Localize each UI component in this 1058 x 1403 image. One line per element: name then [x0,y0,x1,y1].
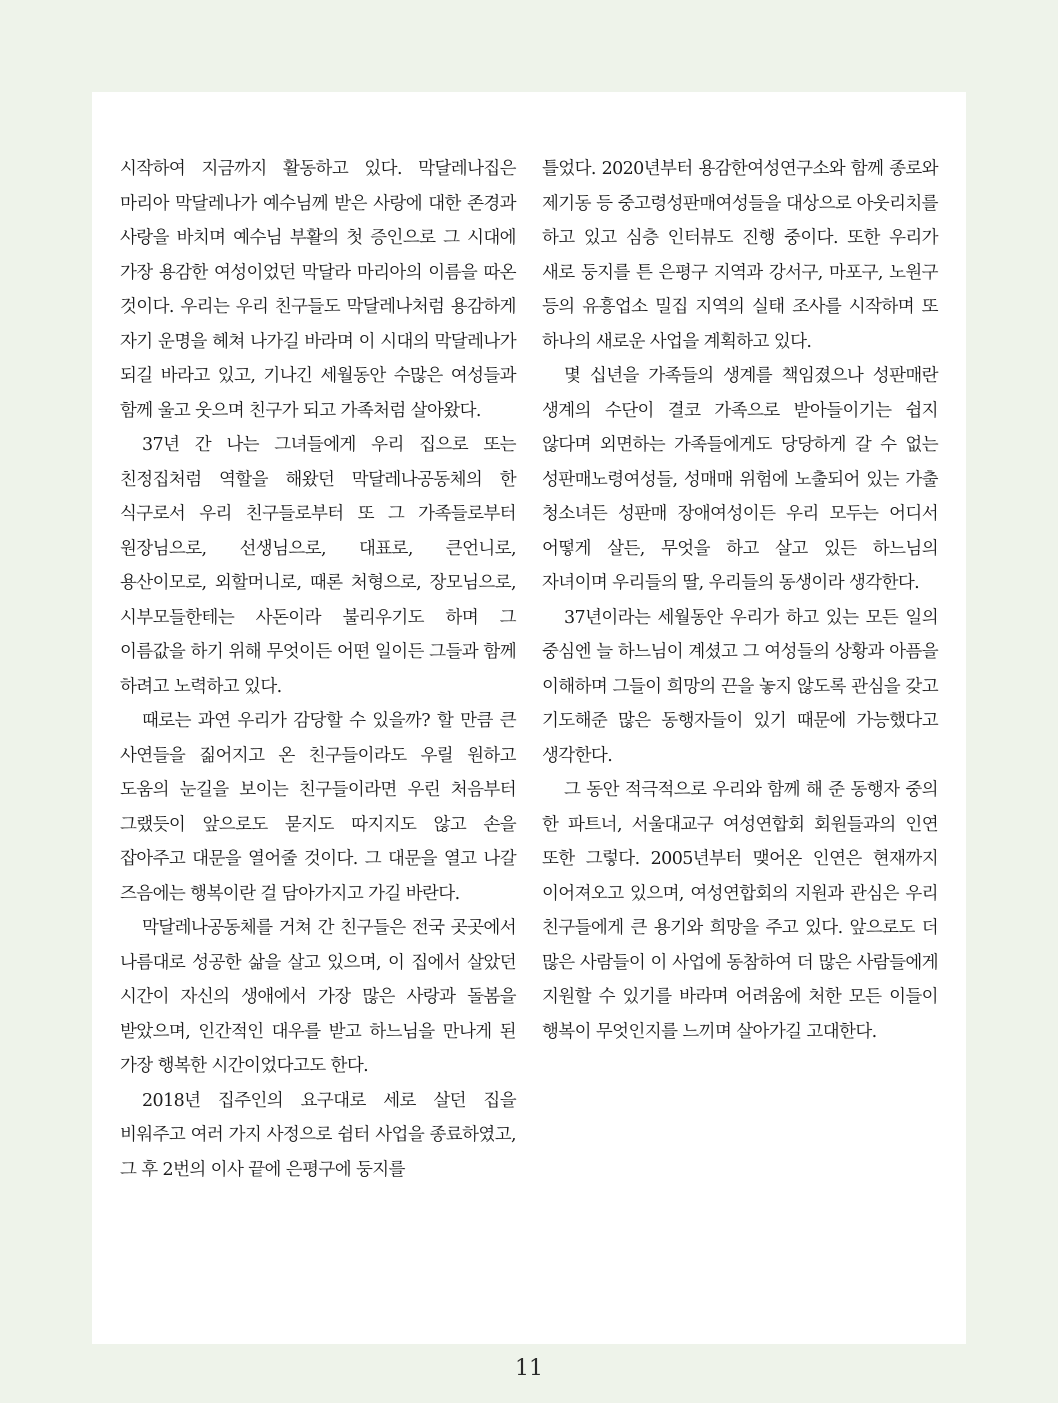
paragraph: 틀었다. 2020년부터 용감한여성연구소와 함께 종로와 제기동 등 중고령성판매여성들을 대상으로 아웃리치를 하고 있고 심층 인터뷰도 진행 중이다. 또한 우리가 새로 둥지를 튼 은평구 지역과 강서구, 마포구, 노원구 등의 유흥업소 밀집 지역의 실태 조사를 시작하며 또 하나의 새로운 사업을 계획하고 있다. [542,159,938,352]
page-sheet [92,92,966,1344]
paragraph: 2018년 집주인의 요구대로 세로 살던 집을 비워주고 여러 가지 사정으로 쉼터 사업을 종료하였고, 그 후 2번의 이사 끝에 은평구에 둥지를 [120,1090,516,1180]
paragraph: 37년 간 나는 그녀들에게 우리 집으로 또는 친정집처럼 역할을 해왔던 막달레나공동체의 한 식구로서 우리 친구들로부터 또 그 가족들로부터 원장님으로, 선생님으로, 대표로, 큰언니로, 용산이모로, 외할머니로, 때론 처형으로, 장모님으로, 시부모들한테는 사돈이라 불리우기도 하며 그 이름값을 하기 위해 무엇이든 어떤 일이든 그들과 함께 하려고 노력하고 있다. [120,435,516,697]
paragraph: 시작하여 지금까지 활동하고 있다. 막달레나집은 마리아 막달레나가 예수님께 받은 사랑에 대한 존경과 사랑을 바치며 예수님 부활의 첫 증인으로 그 시대에 가장 용감한 여성이었던 막달라 마리아의 이름을 따온 것이다. 우리는 우리 친구들도 막달레나처럼 용감하게 자기 운명을 헤쳐 나가길 바라며 이 시대의 막달레나가 되길 바라고 있고, 기나긴 세월동안 수많은 여성들과 함께 울고 웃으며 친구가 되고 가족처럼 살아왔다. [120,159,516,421]
right-text-column [542,152,938,1049]
page-number: 11 [515,1356,543,1381]
paragraph: 그 동안 적극적으로 우리와 함께 해 준 동행자 중의 한 파트너, 서울대교구 여성연합회 회원들과의 인연 또한 그렇다. 2005년부터 맺어온 인연은 현재까지 이어져오고 있으며, 여성연합회의 지원과 관심은 우리 친구들에게 큰 용기와 희망을 주고 있다. 앞으로도 더 많은 사람들이 이 사업에 동참하여 더 많은 사람들에게 지원할 수 있기를 바라며 어려움에 처한 모든 이들이 행복이 무엇인지를 느끼며 살아가길 고대한다. [542,780,938,1042]
paragraph: 막달레나공동체를 거쳐 간 친구들은 전국 곳곳에서 나름대로 성공한 삶을 살고 있으며, 이 집에서 살았던 시간이 자신의 생애에서 가장 많은 사랑과 돌봄을 받았으며, 인간적인 대우를 받고 하느님을 만나게 된 가장 행복한 시간이었다고도 한다. [120,918,516,1076]
paragraph: 때로는 과연 우리가 감당할 수 있을까? 할 만큼 큰 사연들을 짊어지고 온 친구들이라도 우릴 원하고 도움의 눈길을 보이는 친구들이라면 우린 처음부터 그랬듯이 앞으로도 묻지도 따지지도 않고 손을 잡아주고 대문을 열어줄 것이다. 그 대문을 열고 나갈 즈음에는 행복이란 걸 담아가지고 가길 바란다. [120,711,516,904]
paragraph: 37년이라는 세월동안 우리가 하고 있는 모든 일의 중심엔 늘 하느님이 계셨고 그 여성들의 상황과 아픔을 이해하며 그들이 희망의 끈을 놓지 않도록 관심을 갖고 기도해준 많은 동행자들이 있기 때문에 가능했다고 생각한다. [542,607,938,766]
paragraph: 몇 십년을 가족들의 생계를 책임졌으나 성판매란 생계의 수단이 결코 가족으로 받아들이기는 쉽지 않다며 외면하는 가족들에게도 당당하게 갈 수 없는 성판매노령여성들, 성매매 위험에 노출되어 있는 가출 청소녀든 성판매 장애여성이든 우리 모두는 어디서 어떻게 살든, 무엇을 하고 살고 있든 하느님의 자녀이며 우리들의 딸, 우리들의 동생이라 생각한다. [542,366,938,593]
left-text-column [120,152,516,1187]
